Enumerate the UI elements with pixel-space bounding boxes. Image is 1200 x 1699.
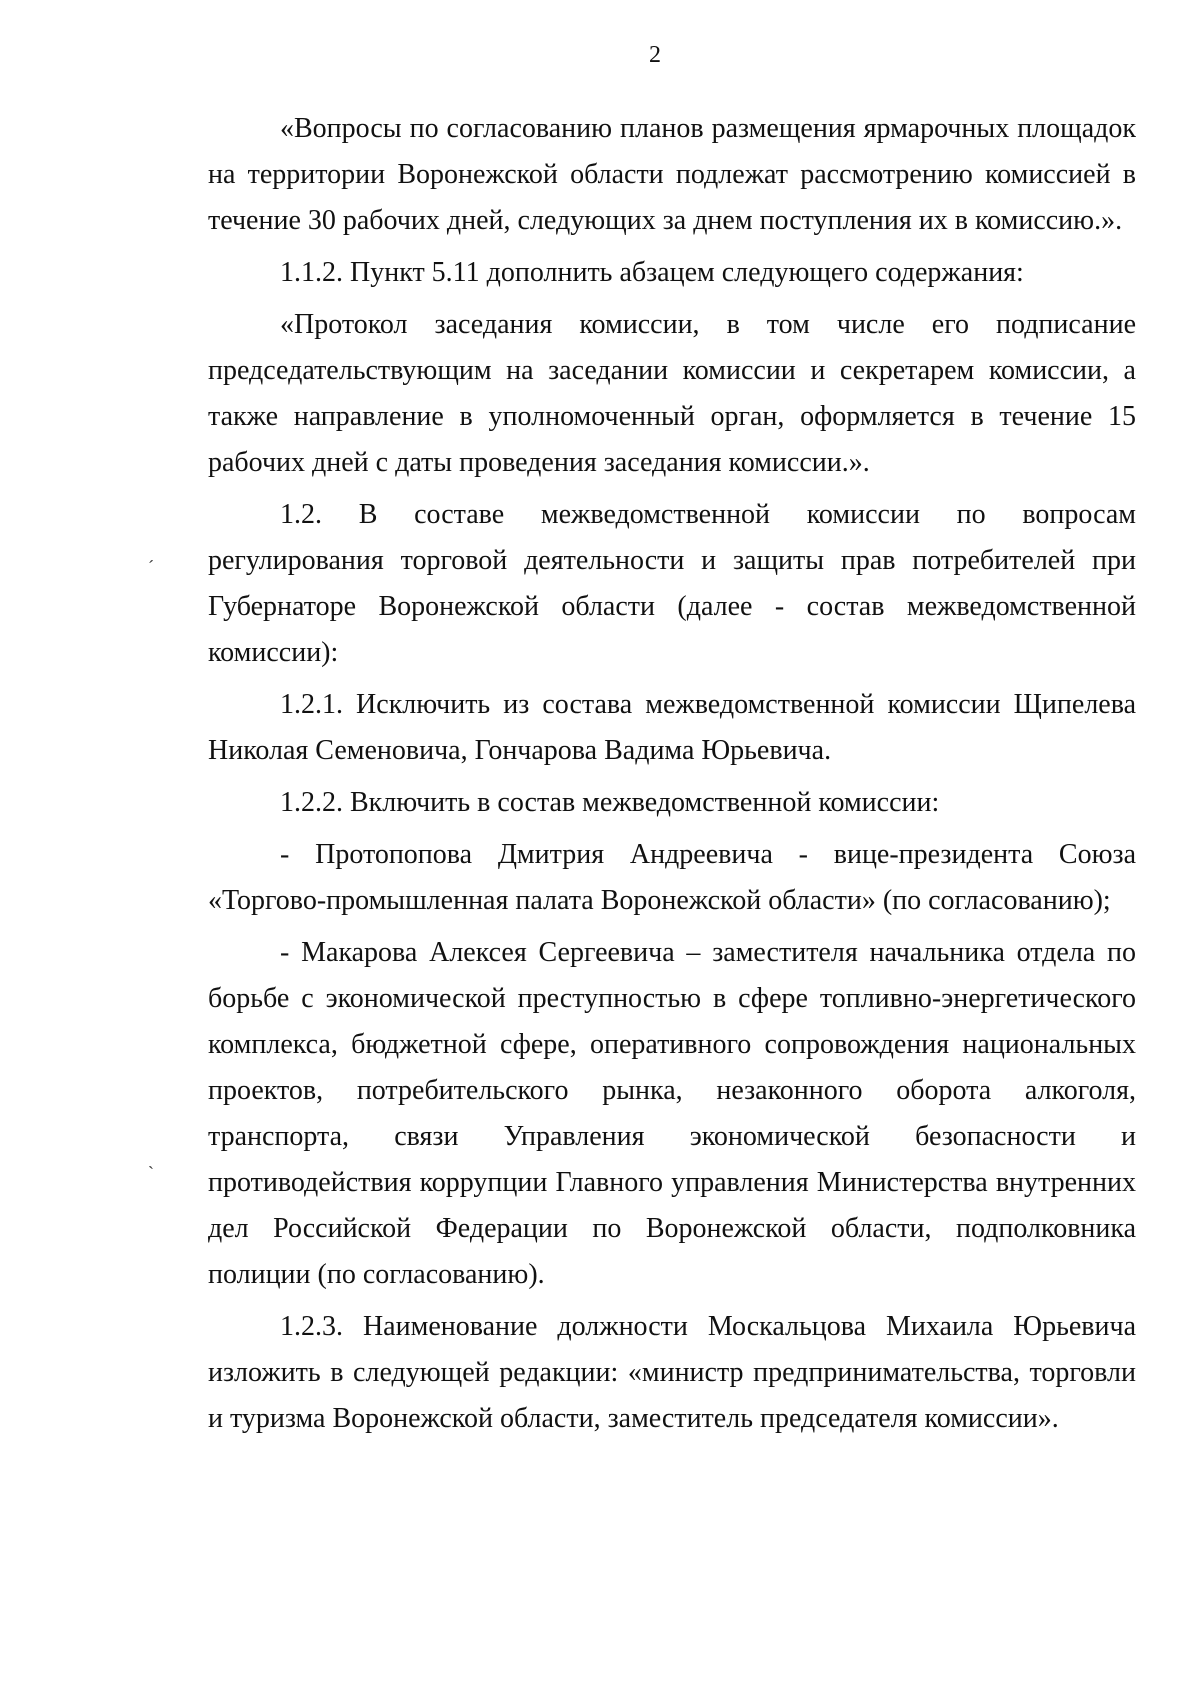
paragraph-1-1-2: 1.1.2. Пункт 5.11 дополнить абзацем следующего содержания:: [280, 257, 1024, 288]
paragraph-fair-sites-quote: «Вопросы по согласованию планов размещения ярмарочных площадок на территории Воронежской области подлежат рассмотрению комиссией в течение 30 рабочих дней, следующих за днем поступления их в комиссию.».: [208, 113, 1136, 236]
paragraph-1-2-2: 1.2.2. Включить в состав межведомственной комиссии:: [280, 787, 940, 818]
paragraph-protocol-quote: «Протокол заседания комиссии, в том числе его подписание председательствующим на заседании комиссии и секретарем комиссии, а также направление в уполномоченный орган, оформляется в течение 15 рабочих дней с даты проведения заседания комиссии.».: [208, 309, 1136, 478]
document-body: [208, 106, 1136, 1448]
paragraph-1-2-3: 1.2.3. Наименование должности Москальцова Михаила Юрьевича изложить в следующей редакции: «министр предпринимательства, торговли и туризма Воронежской области, заместитель председателя комиссии».: [208, 1311, 1136, 1434]
paragraph-1-2: 1.2. В составе межведомственной комиссии по вопросам регулирования торговой деятельности и защиты прав потребителей при Губернаторе Воронежской области (далее - состав межведомственной комиссии):: [208, 499, 1136, 668]
paragraph-protopopov: - Протопопова Дмитрия Андреевича - вице-президента Союза «Торгово-промышленная палата Воронежской области» (по согласованию);: [208, 839, 1136, 916]
paragraph-makarov: - Макарова Алексея Сергеевича – заместителя начальника отдела по борьбе с экономической преступностью в сфере топливно-энергетического комплекса, бюджетной сфере, оперативного сопровождения национальных проектов, потребительского рынка, незаконного оборота алкоголя, транспорта, связи Управления экономической безопасности и противодействия коррупции Главного управления Министерства внутренних дел Российской Федерации по Воронежской области, подполковника полиции (по согласованию).: [208, 937, 1136, 1290]
scan-speck: ˊ: [148, 557, 154, 577]
page-number: 2: [649, 42, 661, 68]
scan-speck: ˋ: [148, 1163, 154, 1183]
paragraph-1-2-1: 1.2.1. Исключить из состава межведомственной комиссии Щипелева Николая Семеновича, Гончарова Вадима Юрьевича.: [208, 689, 1136, 766]
